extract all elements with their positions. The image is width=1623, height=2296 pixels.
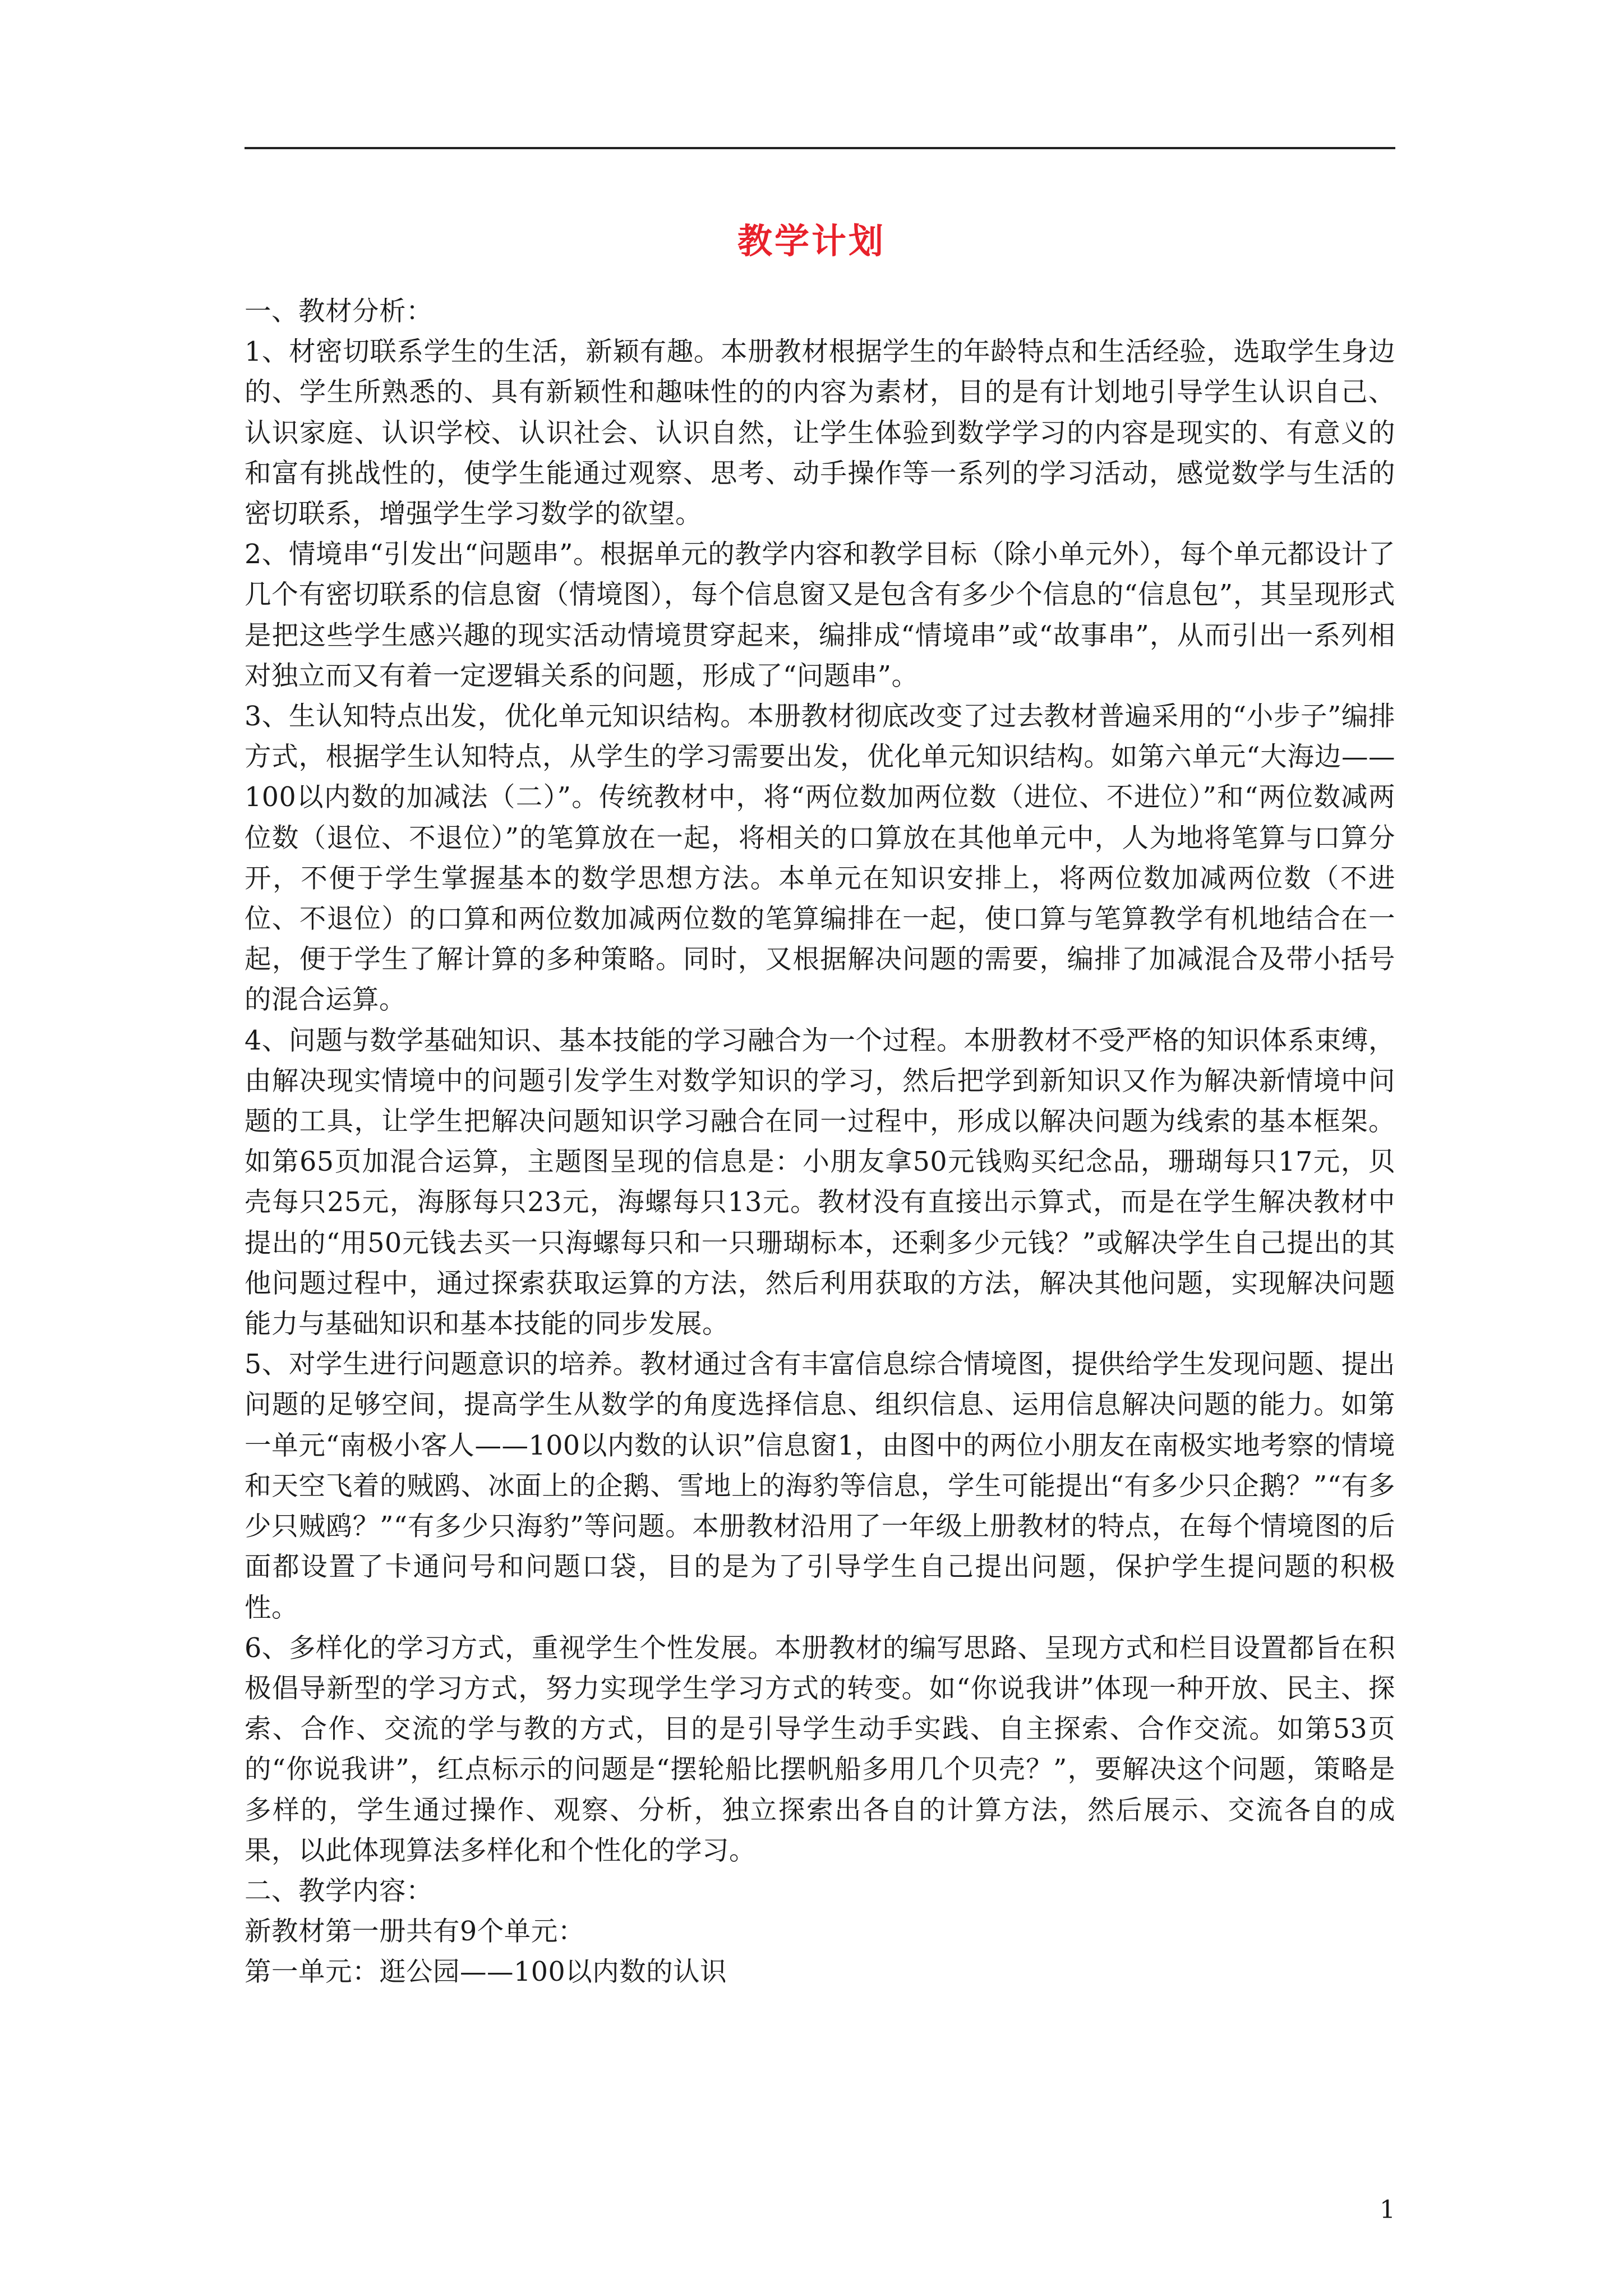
paragraph-2-situation-series: 2、情境串“引发出“问题串”。根据单元的教学内容和教学目标（除小单元外），每个单元都设计了几个有密切联系的信息窗（情境图），每个信息窗又是包含有多少个信息的“信息包”，其呈现形式是把这些学生感兴趣的现实活动情境贯穿起来，编排成“情境串”或“故事串”，从而引出一系列相对独立而又有着一定逻辑关系的问题，形成了“问题串”。 bbox=[245, 539, 1395, 692]
paragraph-4-problem-solving: 4、问题与数学基础知识、基本技能的学习融合为一个过程。本册教材不受严格的知识体系束缚，由解决现实情境中的问题引发学生对数学知识的学习，然后把学到新知识又作为解决新情境中问题的工具，让学生把解决问题知识学习融合在同一过程中，形成以解决问题为线索的基本框架。如第65页加混合运算，主题图呈现的信息是：小朋友拿50元钱购买纪念品，珊瑚每只17元，贝壳每只25元，海豚每只23元，海螺每只13元。教材没有直接出示算式，而是在学生解决教材中提出的“用50元钱去买一只海螺每只和一只珊瑚标本，还剩多少元钱？”或解决学生自己提出的其他问题过程中，通过探索获取运算的方法，然后利用获取的方法，解决其他问题，实现解决问题能力与基础知识和基本技能的同步发展。 bbox=[245, 1025, 1395, 1340]
paragraph-6-learning-styles: 6、多样化的学习方式，重视学生个性发展。本册教材的编写思路、呈现方式和栏目设置都旨在积极倡导新型的学习方式，努力实现学生学习方式的转变。如“你说我讲”体现一种开放、民主、探索、合作、交流的学与教的方式，目的是引导学生动手实践、自主探索、合作交流。如第53页的“你说我讲”，红点标示的问题是“摆轮船比摆帆船多用几个贝壳？”，要解决这个问题，策略是多样的，学生通过操作、观察、分析，独立探索出各自的计算方法，然后展示、交流各自的成果，以此体现算法多样化和个性化的学习。 bbox=[245, 1632, 1395, 1866]
units-summary: 新教材第一册共有9个单元： bbox=[245, 1916, 585, 1948]
unit-1-line: 第一单元：逛公园——100以内数的认识 bbox=[245, 1957, 727, 1988]
paragraph-3-unit-structure: 3、生认知特点出发，优化单元知识结构。本册教材彻底改变了过去教材普遍采用的“小步子”编排方式，根据学生认知特点，从学生的学习需要出发，优化单元知识结构。如第六单元“大海边——100以内数的加减法（二）”。传统教材中，将“两位数加两位数（进位、不进位）”和“两位数减两位数（退位、不退位）”的笔算放在一起，将相关的口算放在其他单元中，人为地将笔算与口算分开，不便于学生掌握基本的数学思想方法。本单元在知识安排上，将两位数加减两位数（不进位、不退位）的口算和两位数加减两位数的笔算编排在一起，使口算与笔算教学有机地结合在一起，便于学生了解计算的多种策略。同时，又根据解决问题的需要，编排了加减混合及带小括号的混合运算。 bbox=[245, 701, 1395, 1016]
paragraph-1-life-connection: 1、材密切联系学生的生活，新颖有趣。本册教材根据学生的年龄特点和生活经验，选取学生身边的、学生所熟悉的、具有新颖性和趣味性的的内容为素材，目的是有计划地引导学生认识自己、认识家庭、认识学校、认识社会、认识自然，让学生体验到数学学习的内容是现实的、有意义的和富有挑战性的，使学生能通过观察、思考、动手操作等一系列的学习活动，感觉数学与生活的密切联系，增强学生学习数学的欲望。 bbox=[245, 337, 1395, 530]
paragraph-5-problem-awareness: 5、对学生进行问题意识的培养。教材通过含有丰富信息综合情境图，提供给学生发现问题、提出问题的足够空间，提高学生从数学的角度选择信息、组织信息、运用信息解决问题的能力。如第一单元“南极小客人——100以内数的认识”信息窗1，由图中的两位小朋友在南极实地考察的情境和天空飞着的贼鸥、冰面上的企鹅、雪地上的海豹等信息，学生可能提出“有多少只企鹅？”“有多少只贼鸥？”“有多少只海豹”等问题。本册教材沿用了一年级上册教材的特点，在每个情境图的后面都设置了卡通问号和问题口袋，目的是为了引导学生自己提出问题，保护学生提问题的积极性。 bbox=[245, 1349, 1395, 1623]
header-rule bbox=[245, 147, 1395, 149]
page-number: 1 bbox=[1380, 2196, 1395, 2224]
page-title: 教学计划 bbox=[737, 220, 886, 261]
section-heading-teaching-content: 二、教学内容： bbox=[245, 1875, 433, 1907]
section-heading-textbook-analysis: 一、教材分析： bbox=[245, 296, 433, 327]
document-body bbox=[245, 292, 1395, 1993]
